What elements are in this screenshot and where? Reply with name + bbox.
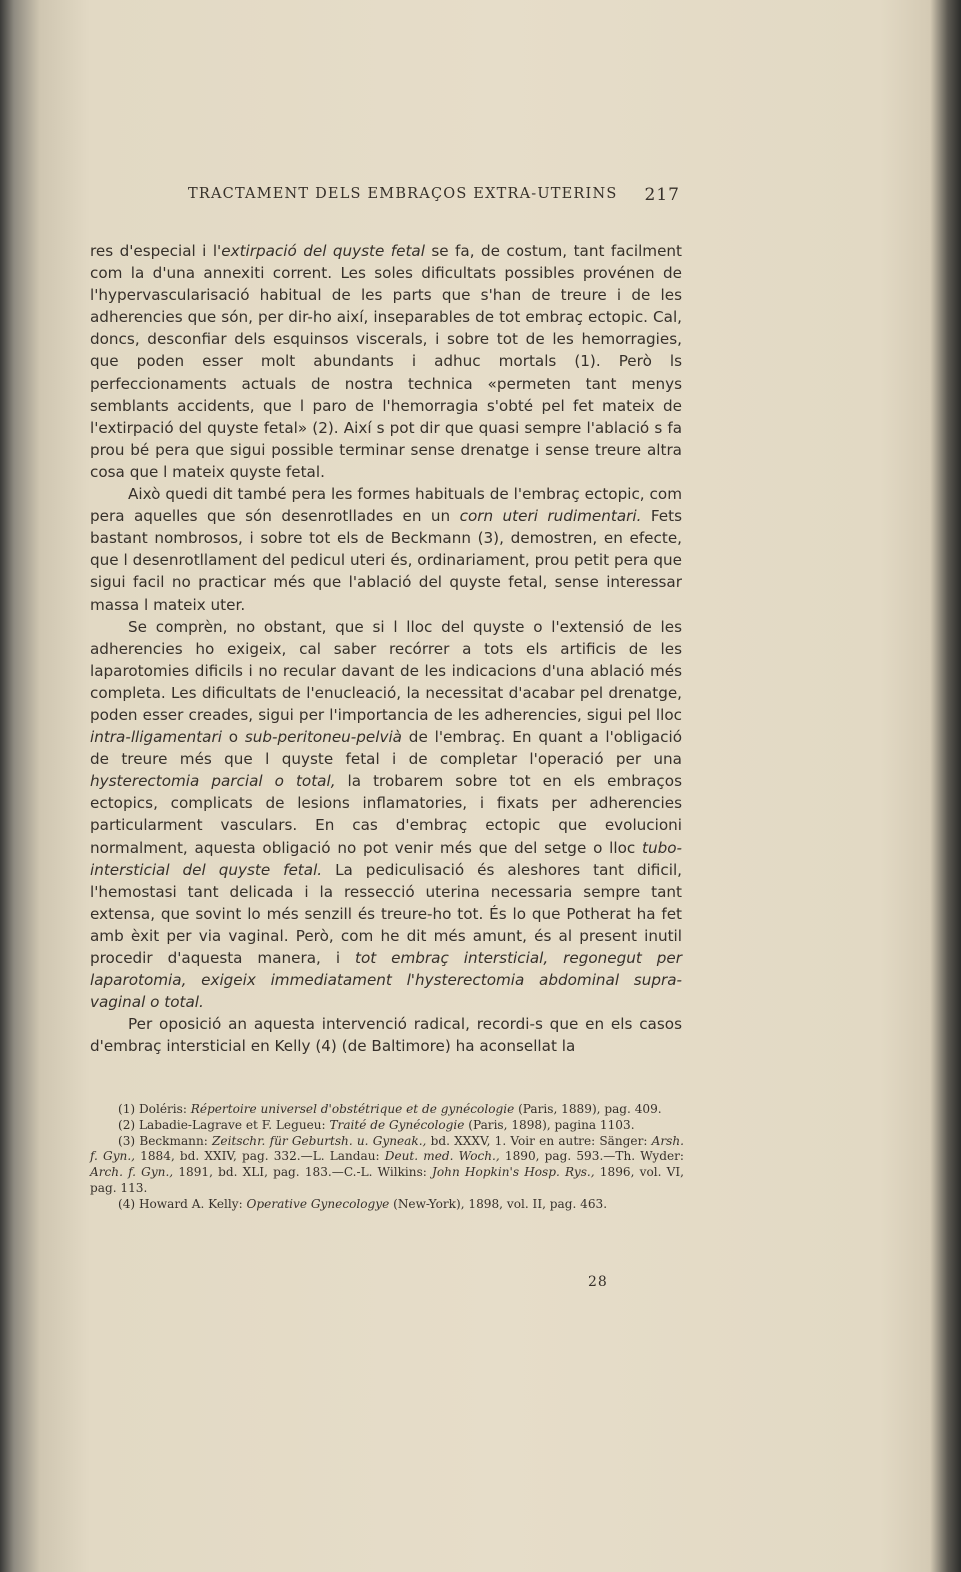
paragraph: [90, 616, 682, 1014]
text-run: de l'embraç. En quant a l'obligació de treure més que l quyste fetal i de completar l'operació per una: [90, 728, 682, 769]
italic-run: tubo-intersticial del quyste fetal.: [90, 838, 682, 879]
footnote: [90, 1102, 684, 1118]
italic-run: Répertoire universel d'obstétrique et de gynécologie: [190, 1102, 515, 1116]
footnote: [90, 1118, 684, 1134]
italic-run: John Hopkin's Hosp. Rys.,: [432, 1165, 595, 1180]
italic-run: Arch. f. Gyn.,: [90, 1165, 174, 1180]
text-run: 1884, bd. XXIV, pag. 332.—L. Landau:: [135, 1149, 385, 1164]
text-run: o: [221, 728, 245, 747]
paragraph: [90, 240, 682, 483]
text-run: 1890, pag. 593.—Th. Wyder:: [499, 1149, 684, 1164]
running-title: TRACTAMENT DELS EMBRAÇOS EXTRA-UTERINS: [188, 186, 618, 202]
signature-mark: 28: [588, 1274, 608, 1290]
text-run: 1891, bd. XLI, pag. 183.—C.-L. Wilkins:: [173, 1165, 433, 1180]
footnotes: [90, 1102, 684, 1213]
text-run: (Paris, 1889), pag. 409.: [514, 1102, 662, 1116]
text-run: Fets bastant nombrosos, i sobre tot els de Beckmann (3), demostren, en efecte, que l desenrotllament del pedicul uteri és, ordinariament, prou petit pera que sigui facil no practicar més que l'ablació del quyste fetal, sense interessar massa l mateix uter.: [90, 507, 682, 614]
footnote: [90, 1197, 684, 1213]
italic-run: corn uteri rudimentari.: [459, 507, 642, 526]
footnote: [90, 1134, 684, 1197]
text-run: Per oposició an aquesta intervenció radical, recordi-s que en els casos d'embraç intersticial en Kelly (4) (de Baltimore) ha aconsellat la: [90, 1015, 682, 1056]
italic-run: Arsh. f. Gyn.,: [90, 1133, 685, 1164]
italic-run: extirpació del quyste fetal: [221, 242, 425, 260]
italic-run: tot embraç intersticial, regonegut per laparotomia, exigeix immediatament l'hysterectomia abdominal supra-vaginal o total.: [90, 949, 682, 1012]
text-run: bd. XXXV, 1. Voir en autre: Sänger:: [426, 1133, 652, 1148]
text-run: (3) Beckmann:: [118, 1133, 213, 1148]
italic-run: Deut. med. Woch.,: [384, 1149, 500, 1164]
text-run: (4) Howard A. Kelly:: [118, 1196, 247, 1211]
body-text: [90, 240, 682, 1057]
text-run: se fa, de costum, tant facilment com la d'una annexiti corrent. Les soles dificultats possibles provénen de l'hypervascularisació habitual de les parts que s'han de treure i de les adherencies que són, per dir-ho així, inseparables de tot embraç ectopic. Cal, doncs, desconfiar dels esquinsos viscerals, i sobre tot de les hemorragies, que poden esser molt abundants i adhuc mortals (1). Però ls perfeccionaments actuals de nostra technica «permeten tant menys semblants accidents, que l paro de l'hemorragia s'obté pel fet mateix de l'extirpació del quyste fetal» (2). Així s pot dir que quasi sempre l'ablació s fa prou bé pera que sigui possible terminar sense drenatge i sense treure altra cosa que l mateix quyste fetal.: [90, 242, 683, 481]
italic-run: hysterectomia parcial o total,: [90, 772, 336, 791]
italic-run: Operative Gynecologye: [246, 1196, 390, 1211]
text-run: (1) Doléris:: [118, 1102, 191, 1116]
text-run: 1896, vol. VI, pag. 113.: [90, 1165, 684, 1195]
text-run: (2) Labadie-Lagrave et F. Legueu:: [118, 1117, 330, 1132]
italic-run: Zeitschr. für Geburtsh. u. Gyneak.,: [212, 1133, 427, 1148]
text-run: (New-York), 1898, vol. II, pag. 463.: [389, 1196, 608, 1211]
text-run: La pediculisació és aleshores tant dificil, l'hemostasi tant delicada i la ressecció uterina necessaria sempre tant extensa, que sovint lo més senzill és treure-ho tot. És lo que Potherat ha fet amb èxit per via vaginal. Però, com he dit més amunt, és al present inutil procedir d'aquesta manera, i: [90, 860, 682, 967]
text-run: Se comprèn, no obstant, que si l lloc del quyste o l'extensió de les adherencies ho exigeix, cal saber recórrer a tots els artificis de les laparotomies dificils i no recular davant de les indicacions d'una ablació més completa. Les dificultats de l'enucleació, la necessitat d'acabar pel drenatge, poden esser creades, sigui per l'importancia de les adherencies, sigui pel lloc: [90, 617, 682, 724]
text-run: res d'especial i l': [90, 242, 222, 260]
text-run: la trobarem sobre tot en els embraços ectopics, complicats de lesions inflamatories, i fixats per adherencies particularment vasculars. En cas d'embraç ectopic que evolucioni normalment, aquesta obligació no pot venir més que del setge o lloc: [90, 772, 682, 857]
paragraph: [90, 1013, 682, 1057]
text-run: (Paris, 1898), pagina 1103.: [464, 1117, 635, 1132]
page-number: 217: [644, 185, 680, 205]
text-run: Això quedi dit també pera les formes habituals de l'embraç ectopic, com pera aquelles que són desenrotllades en un: [90, 485, 682, 526]
italic-run: intra-lligamentari: [90, 728, 222, 747]
paragraph: [90, 483, 682, 616]
italic-run: sub-peritoneu-pelvià: [244, 728, 402, 747]
italic-run: Traité de Gynécologie: [329, 1117, 465, 1132]
